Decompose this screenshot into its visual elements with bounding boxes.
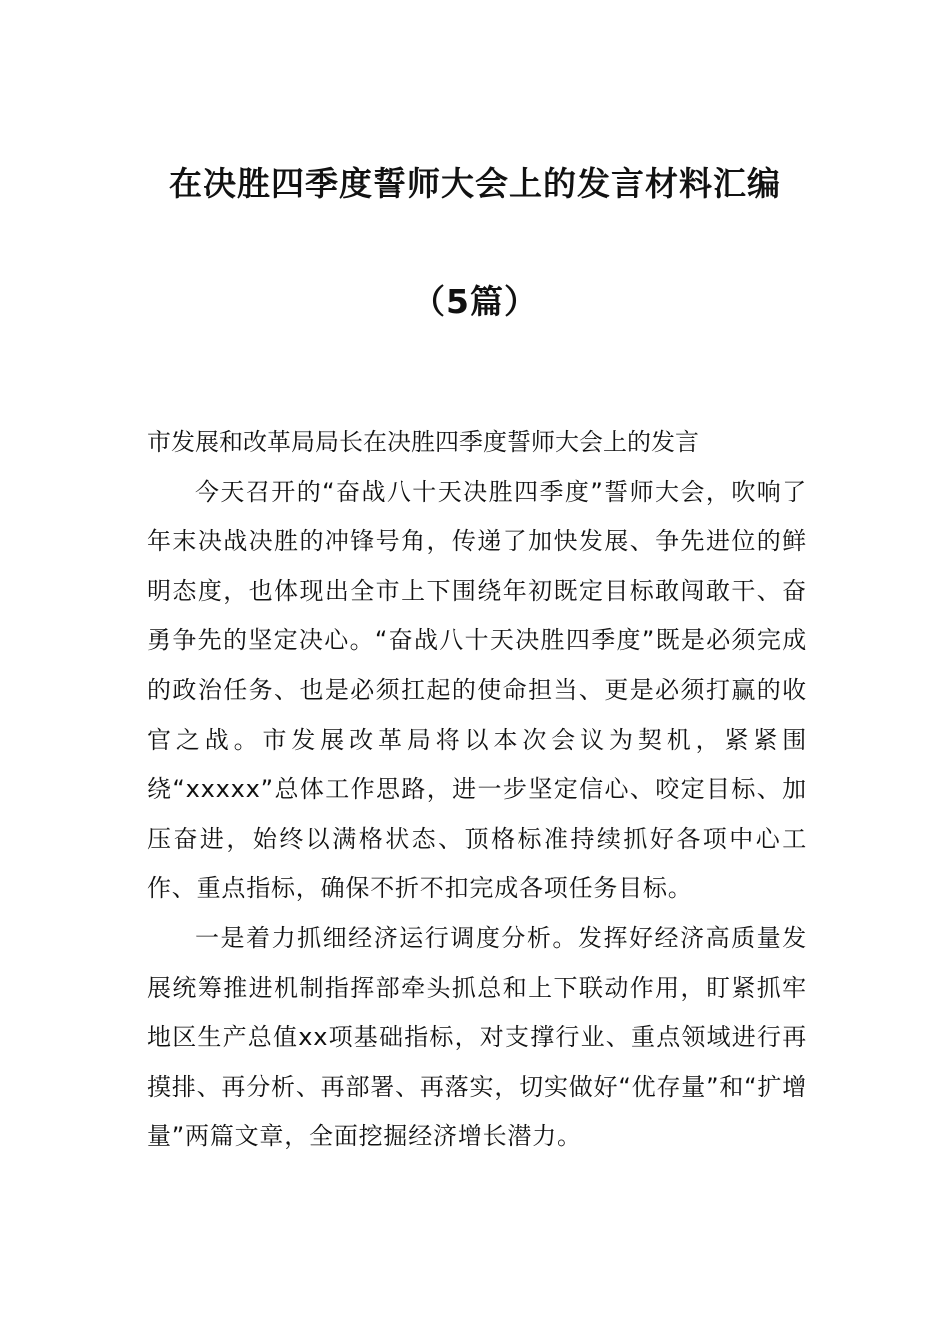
section-title: 市发展和改革局局长在决胜四季度誓师大会上的发言: [147, 428, 699, 456]
document-subtitle-count: （5篇）: [412, 282, 538, 321]
paragraph-intro: 今天召开的“奋战八十天决胜四季度”誓师大会，吹响了年末决战决胜的冲锋号角，传递了加快发展、争先进位的鲜明态度，也体现出全市上下围绕年初既定目标敢闯敢干、奋勇争先的坚定决心。“奋战八十天决胜四季度”既是必须完成的政治任务、也是必须扛起的使命担当、更是必须打赢的收官之战。市发展改革局将以本次会议为契机，紧紧围绕“xxxxx”总体工作思路，进一步坚定信心、咬定目标、加压奋进，始终以满格状态、顶格标准持续抓好各项中心工作、重点指标，确保不折不扣完成各项任务目标。: [147, 477, 807, 903]
paragraph-point-one: 一是着力抓细经济运行调度分析。发挥好经济高质量发展统筹推进机制指挥部牵头抓总和上下联动作用，盯紧抓牢地区生产总值xx项基础指标，对支撑行业、重点领域进行再摸排、再分析、再部署、再落实，切实做好“优存量”和“扩增量”两篇文章，全面挖掘经济增长潜力。: [147, 923, 807, 1151]
document-title: 在决胜四季度誓师大会上的发言材料汇编: [169, 164, 781, 203]
document-body: [147, 418, 807, 1162]
